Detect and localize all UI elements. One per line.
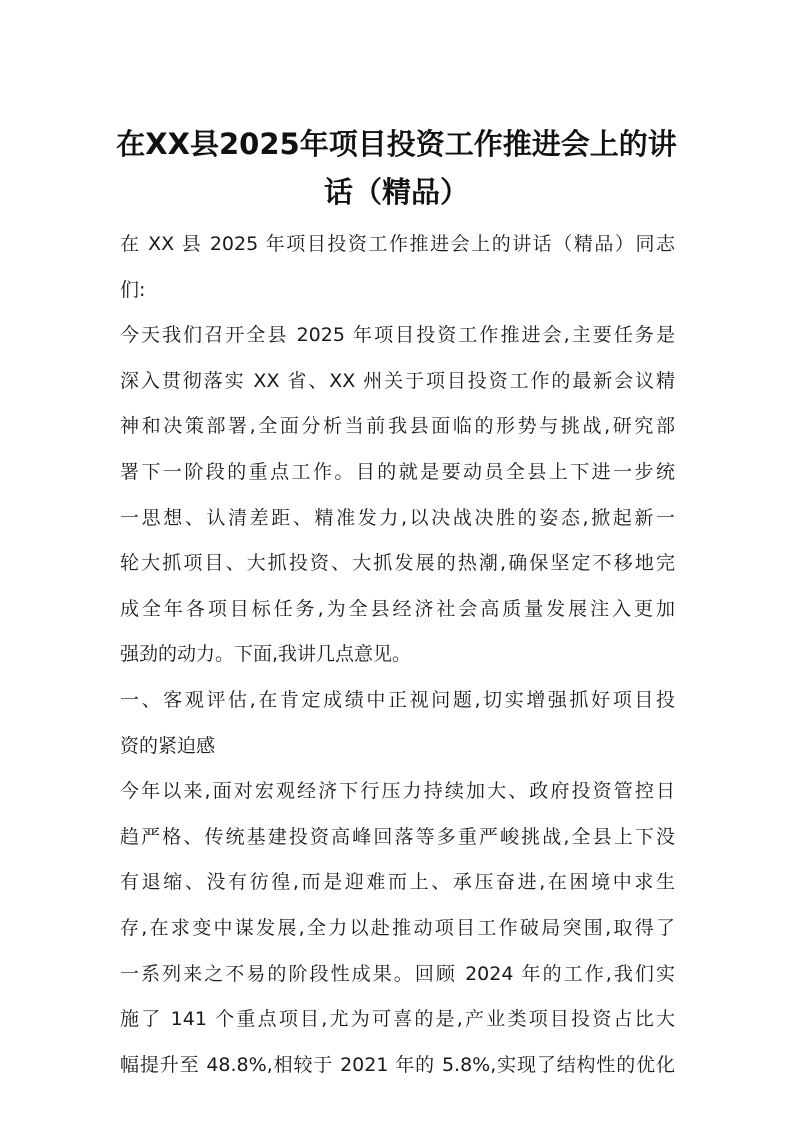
body-text-line: 今天我们召开全县 2025 年项目投资工作推进会,主要任务是 bbox=[120, 324, 675, 347]
body-text-line: 成全年各项目标任务,为全县经济社会高质量发展注入更加 bbox=[120, 597, 675, 620]
body-text-line: 一、客观评估,在肯定成绩中正视问题,切实增强抓好项目投 bbox=[120, 688, 675, 711]
body-text-line: 深入贯彻落实 XX 省、XX 州关于项目投资工作的最新会议精 bbox=[120, 369, 675, 392]
body-text-line: 一系列来之不易的阶段性成果。回顾 2024 年的工作,我们实 bbox=[120, 962, 675, 985]
body-text-line: 署下一阶段的重点工作。目的就是要动员全县上下进一步统 bbox=[120, 460, 675, 483]
body-text-line: 们: bbox=[120, 278, 146, 301]
body-text-line: 一思想、认清差距、精准发力,以决战决胜的姿态,掀起新一 bbox=[120, 506, 675, 529]
body-text-line: 今年以来,面对宏观经济下行压力持续加大、政府投资管控日 bbox=[120, 780, 675, 803]
body-text-line: 资的紧迫感 bbox=[120, 734, 216, 757]
body-text-line: 轮大抓项目、大抓投资、大抓发展的热潮,确保坚定不移地完 bbox=[120, 552, 675, 575]
body-text-line: 施了 141 个重点项目,尤为可喜的是,产业类项目投资占比大 bbox=[120, 1008, 675, 1031]
body-text-line: 神和决策部署,全面分析当前我县面临的形势与挑战,研究部 bbox=[120, 415, 675, 438]
title-line: 在XX县2025年项目投资工作推进会上的讲 bbox=[116, 127, 677, 161]
body-text-line: 有退缩、没有彷徨,而是迎难而上、承压奋进,在困境中求生 bbox=[120, 871, 675, 894]
title-line: 话（精品） bbox=[323, 175, 469, 209]
body-text-line: 趋严格、传统基建投资高峰回落等多重严峻挑战,全县上下没 bbox=[120, 825, 675, 848]
body-text-line: 幅提升至 48.8%,相较于 2021 年的 5.8%,实现了结构性的优化 bbox=[120, 1053, 675, 1076]
body-text-line: 存,在求变中谋发展,全力以赴推动项目工作破局突围,取得了 bbox=[120, 916, 675, 939]
body-text-line: 在 XX 县 2025 年项目投资工作推进会上的讲话（精品）同志 bbox=[120, 233, 675, 255]
document-body bbox=[120, 222, 675, 1088]
body-text-line: 强劲的动力。下面,我讲几点意见。 bbox=[120, 643, 412, 666]
document-title bbox=[100, 120, 693, 216]
